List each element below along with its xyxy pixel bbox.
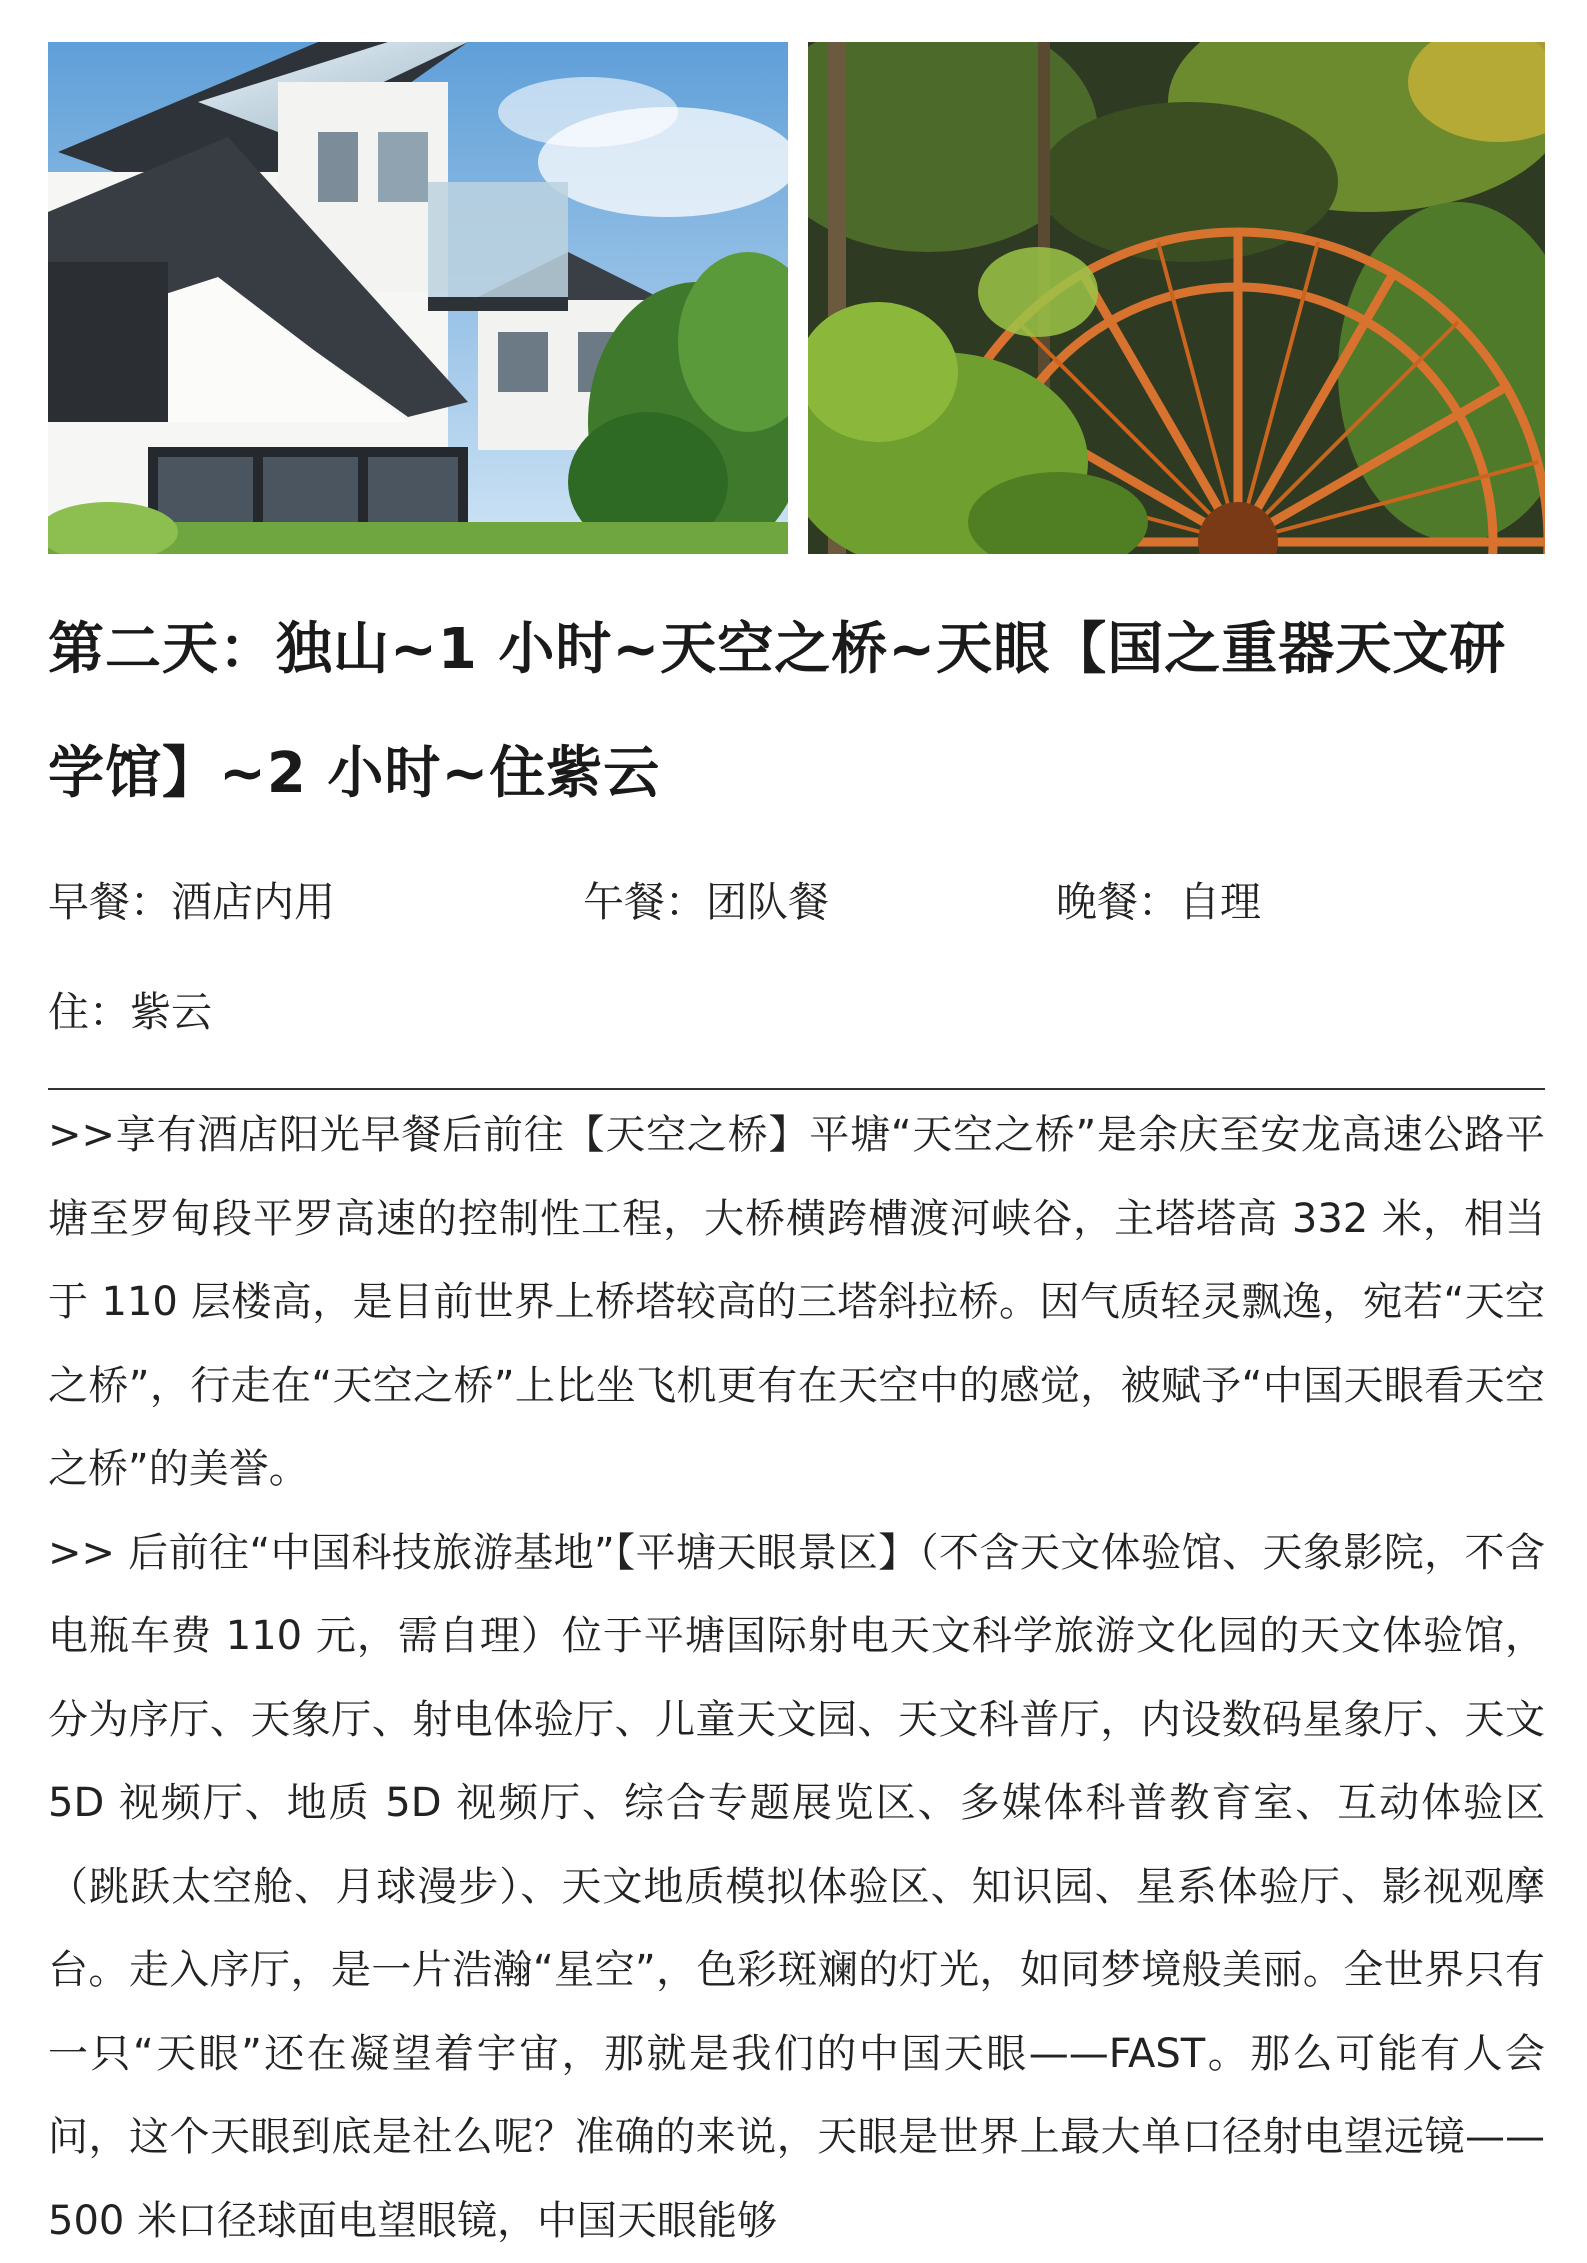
- lunch-info: 午餐：团队餐: [583, 872, 829, 932]
- itinerary-description: [48, 1094, 1545, 2263]
- paragraph-tianyan: >> 后前往“中国科技旅游基地”【平塘天眼景区】（不含天文体验馆、天象影院，不含电瓶车费 110 元，需自理）位于平塘国际射电天文科学旅游文化园的天文体验馆，分为序厅、天象厅、射电体验厅、儿童天文园、天文科普厅，内设数码星象厅、天文 5D 视频厅、地质 5D 视频厅、综合专题展览区、多媒体科普教育室、互动体验区（跳跃太空舱、月球漫步）、天文地质模拟体验区、知识园、星系体验厅、影视观摩台。走入序厅，是一片浩瀚“星空”，色彩斑斓的灯光，如同梦境般美丽。全世界只有一只“天眼”还在凝望着宇宙，那就是我们的中国天眼——FAST。那么可能有人会问，这个天眼到底是社么呢？准确的来说，天眼是世界上最大单口径射电望远镜——500 米口径球面电望眼镜，中国天眼能够: [48, 1512, 1545, 2263]
- breakfast-info: 早餐：酒店内用: [48, 872, 335, 932]
- day-title: 第二天：独山~1 小时~天空之桥~天眼【国之重器天文研学馆】~2 小时~住紫云: [48, 588, 1545, 836]
- waterwheel-photo: [808, 42, 1545, 554]
- paragraph-sky-bridge: >>享有酒店阳光早餐后前往【天空之桥】平塘“天空之桥”是余庆至安龙高速公路平塘至罗甸段平罗高速的控制性工程，大桥横跨槽渡河峡谷，主塔塔高 332 米，相当于 110 层楼高，是目前世界上桥塔较高的三塔斜拉桥。因气质轻灵飘逸，宛若“天空之桥”，行走在“天空之桥”上比坐飞机更有在天空中的感觉，被赋予“中国天眼看天空之桥”的美誉。: [48, 1094, 1545, 1512]
- dinner-info: 晚餐：自理: [1056, 872, 1261, 932]
- section-divider: [48, 1088, 1545, 1090]
- accommodation-info: 住：紫云: [48, 982, 212, 1042]
- villa-photo: [48, 42, 788, 554]
- meal-row: [48, 872, 1545, 932]
- waterwheel-illustration: [808, 42, 1545, 554]
- photo-row: [48, 42, 1545, 554]
- villa-illustration: [48, 42, 788, 554]
